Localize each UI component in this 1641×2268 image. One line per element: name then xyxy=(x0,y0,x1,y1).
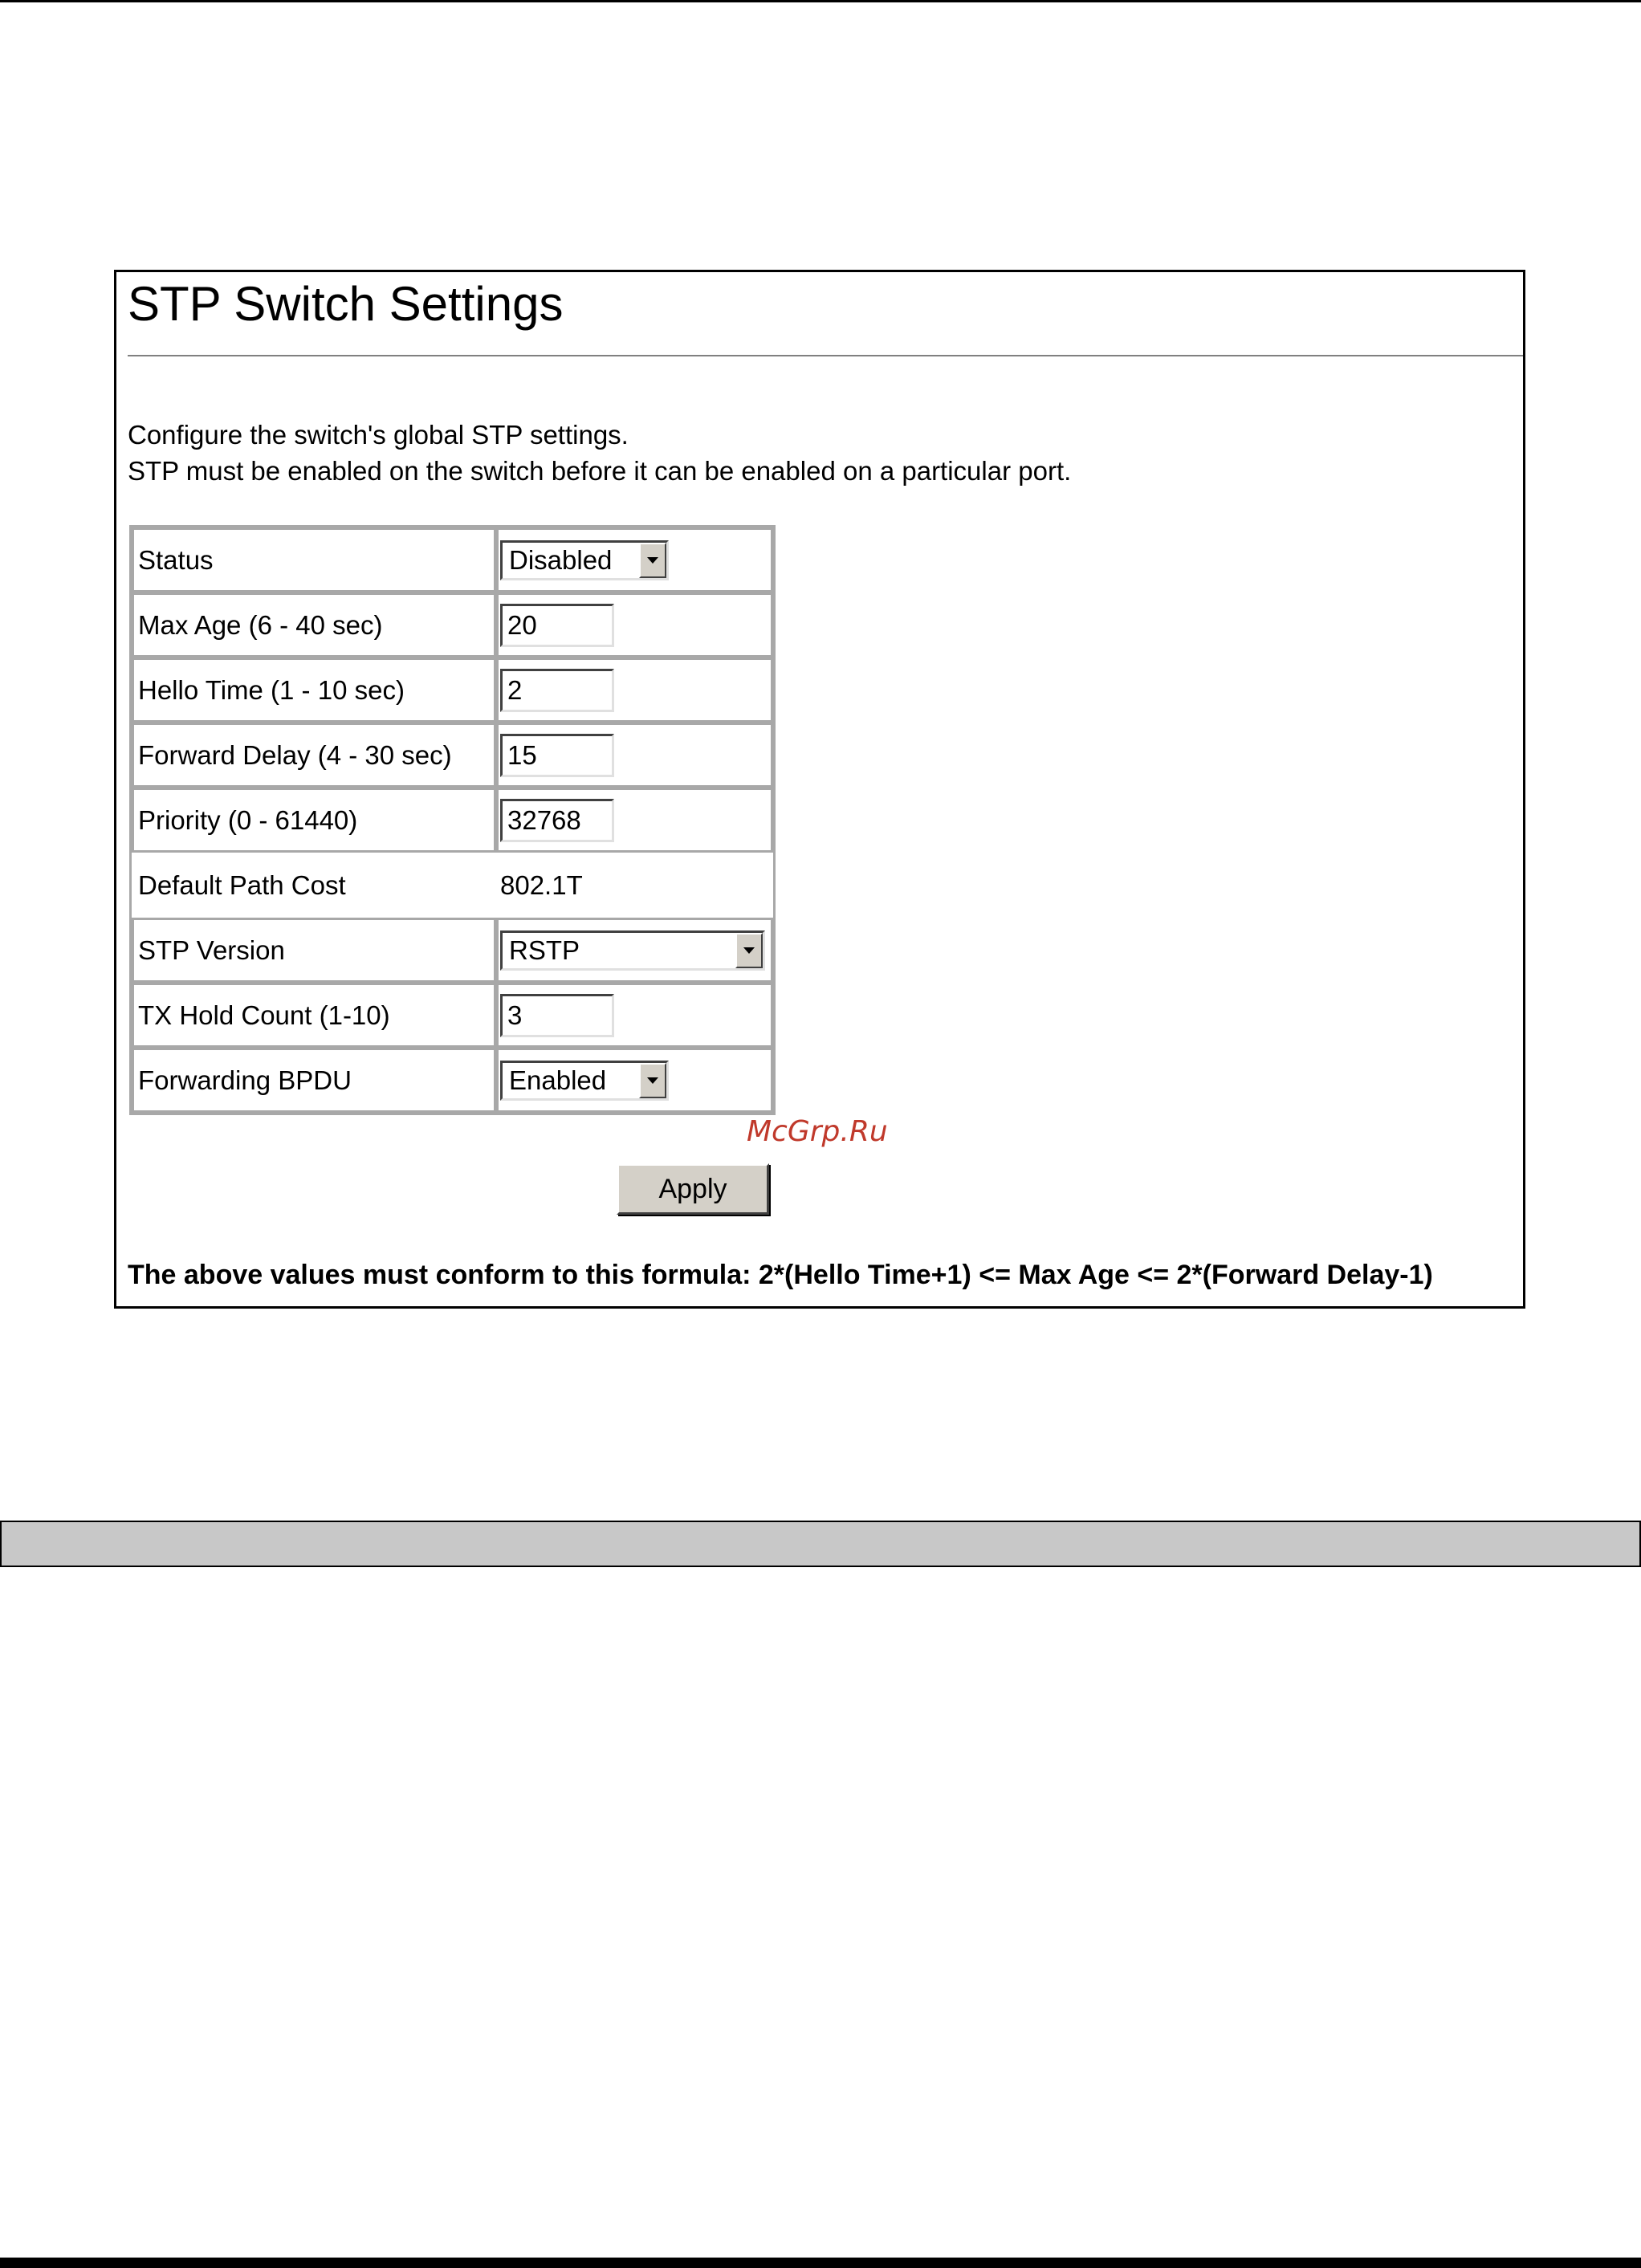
forwarding-bpdu-cell xyxy=(496,1048,773,1113)
forward-delay-input[interactable]: 15 xyxy=(500,734,614,777)
default-path-cost-value: 802.1T xyxy=(496,853,773,918)
forwarding-bpdu-select[interactable] xyxy=(500,1061,669,1101)
stp-version-select-value: RSTP xyxy=(509,934,580,965)
tx-hold-count-label: TX Hold Count (1-10) xyxy=(132,983,496,1048)
forwarding-bpdu-select-value: Enabled xyxy=(509,1065,607,1095)
row-priority xyxy=(132,788,773,853)
status-select[interactable] xyxy=(500,540,669,580)
default-path-cost-label: Default Path Cost xyxy=(132,853,496,918)
row-forwarding-bpdu xyxy=(132,1048,773,1113)
priority-input[interactable]: 32768 xyxy=(500,799,614,842)
stp-version-label: STP Version xyxy=(132,918,496,983)
chevron-down-icon[interactable] xyxy=(735,933,763,968)
description-line-1: Configure the switch's global STP settings. xyxy=(128,420,629,450)
forwarding-bpdu-label: Forwarding BPDU xyxy=(132,1048,496,1113)
gray-bar xyxy=(0,1521,1641,1567)
max-age-input[interactable]: 20 xyxy=(500,604,614,647)
settings-table xyxy=(129,525,776,1115)
page-title: STP Switch Settings xyxy=(128,277,564,331)
formula-note: The above values must conform to this formula: 2*(Hello Time+1) <= Max Age <= 2*(Forward Delay-1) xyxy=(128,1260,1433,1290)
max-age-cell xyxy=(496,592,773,658)
row-max-age xyxy=(132,592,773,658)
tx-hold-count-cell xyxy=(496,983,773,1048)
status-select-value: Disabled xyxy=(509,544,613,575)
tx-hold-count-input[interactable]: 3 xyxy=(500,994,614,1037)
watermark: McGrp.Ru xyxy=(747,1115,888,1148)
row-forward-delay xyxy=(132,723,773,788)
priority-label: Priority (0 - 61440) xyxy=(132,788,496,853)
status-cell xyxy=(496,527,773,592)
row-status xyxy=(132,527,773,592)
apply-button[interactable]: Apply xyxy=(617,1163,769,1215)
description xyxy=(128,417,1071,489)
chevron-down-icon[interactable] xyxy=(639,1063,666,1098)
bottom-rule xyxy=(0,2258,1641,2268)
forward-delay-label: Forward Delay (4 - 30 sec) xyxy=(132,723,496,788)
max-age-label: Max Age (6 - 40 sec) xyxy=(132,592,496,658)
description-line-2: STP must be enabled on the switch before it can be enabled on a particular port. xyxy=(128,456,1072,486)
hello-time-cell xyxy=(496,658,773,723)
hello-time-input[interactable]: 2 xyxy=(500,669,614,712)
row-stp-version xyxy=(132,918,773,983)
forward-delay-cell xyxy=(496,723,773,788)
chevron-down-icon[interactable] xyxy=(639,543,666,578)
priority-cell xyxy=(496,788,773,853)
stp-version-cell xyxy=(496,918,773,983)
row-tx-hold-count xyxy=(132,983,773,1048)
row-default-path-cost xyxy=(132,853,773,918)
stp-settings-panel xyxy=(114,270,1525,1309)
top-rule xyxy=(0,0,1641,2)
status-label: Status xyxy=(132,527,496,592)
title-divider xyxy=(128,355,1523,358)
stp-version-select[interactable] xyxy=(500,930,765,971)
hello-time-label: Hello Time (1 - 10 sec) xyxy=(132,658,496,723)
row-hello-time xyxy=(132,658,773,723)
